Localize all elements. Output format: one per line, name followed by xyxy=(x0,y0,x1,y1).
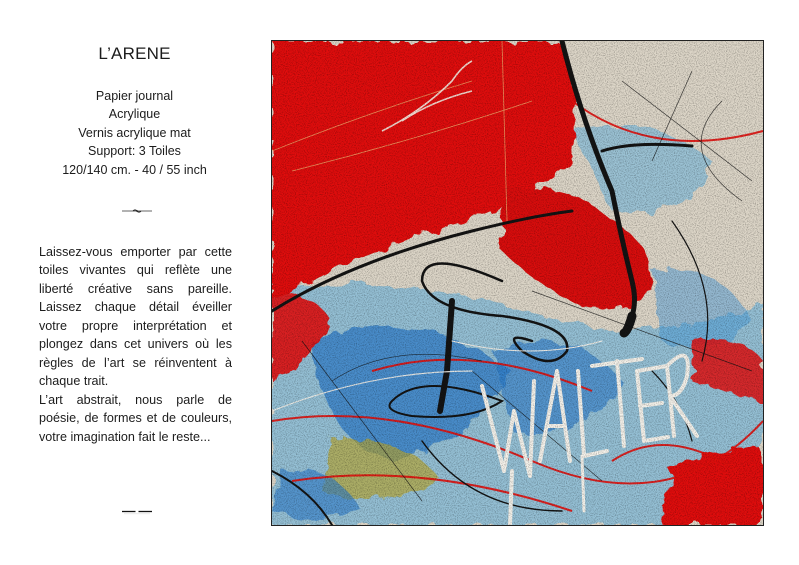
spec-dimensions: 120/140 cm. - 40 / 55 inch xyxy=(62,162,207,177)
abstract-painting-image xyxy=(272,41,763,525)
spec-support: Support: 3 Toiles xyxy=(88,144,181,159)
description-paragraph: Laissez-vous emporter par cette toiles vivantes qui reflète une liberté créative sans pareille. Laissez chaque détail éveiller votre propre interprétation et plongez dans cet univers où les règles de l’art se réinventent à chaque trait. xyxy=(39,245,232,389)
spec-medium-paper: Papier journal xyxy=(95,89,174,103)
artwork-title: L’ARENE xyxy=(98,44,171,63)
description-paragraph: L’art abstrait, nous parle de poésie, de formes et de couleurs, votre imagination fait le reste... xyxy=(39,392,232,444)
artwork-description xyxy=(39,243,232,446)
artwork-specs xyxy=(38,87,231,179)
artwork-image xyxy=(271,40,764,526)
ornament-divider-icon xyxy=(122,509,152,515)
ornament-divider-icon xyxy=(122,208,152,214)
spec-medium-acrylic: Acrylique xyxy=(108,107,161,122)
spec-varnish: Vernis acrylique mat xyxy=(78,125,191,140)
